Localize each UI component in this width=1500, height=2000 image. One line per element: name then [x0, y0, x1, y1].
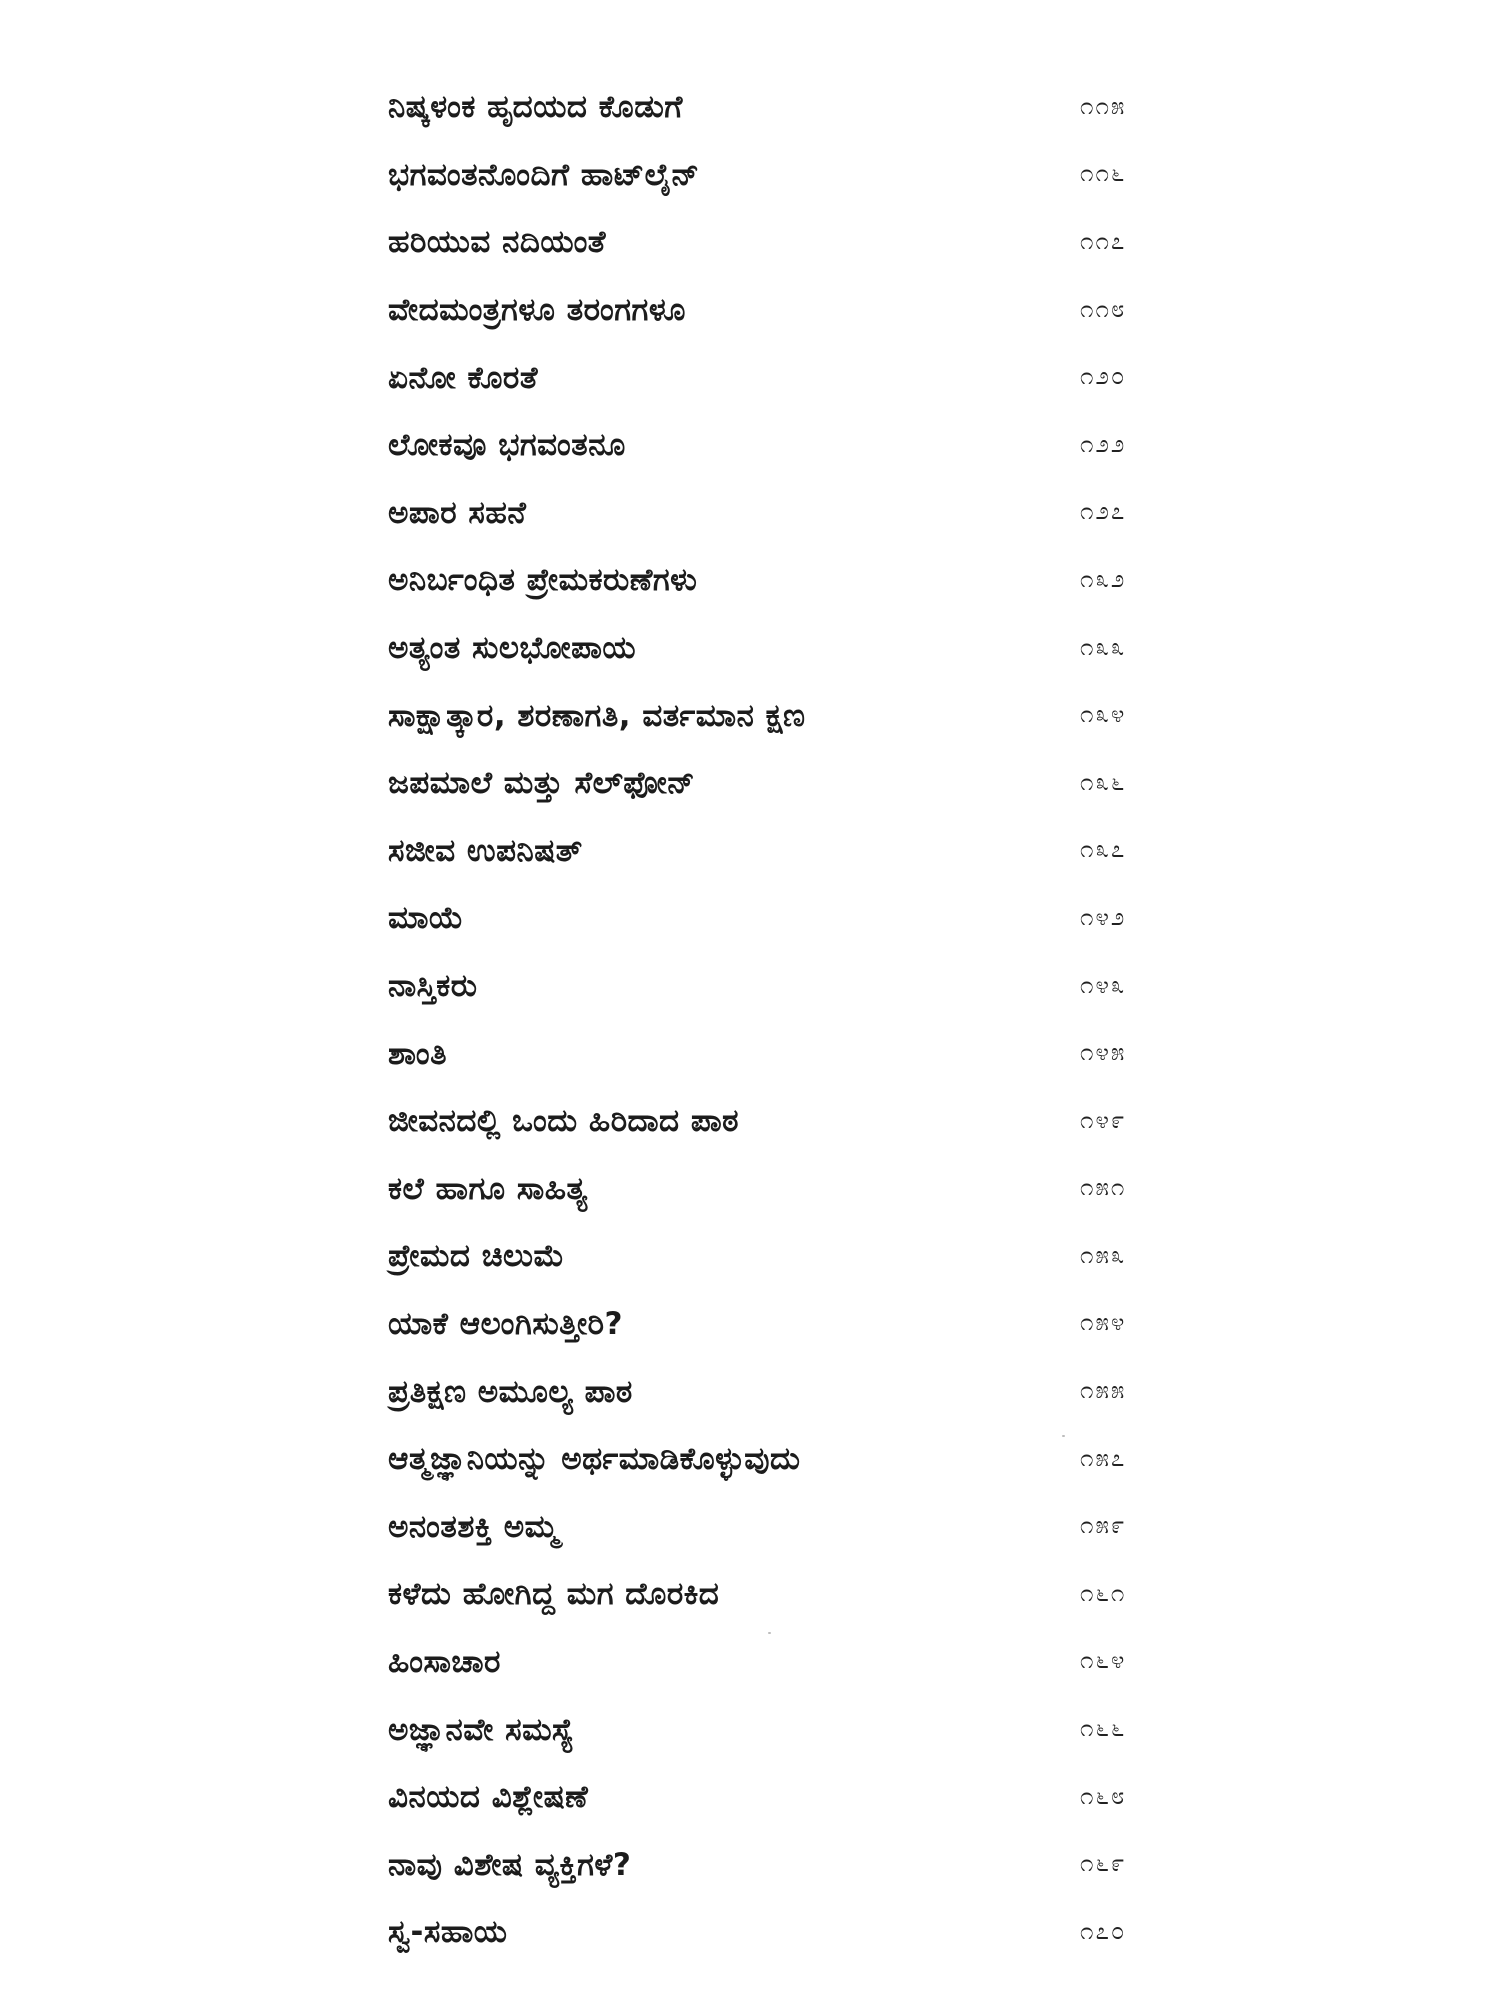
- toc-entry-title: ಭಗವಂತನೊಂದಿಗೆ ಹಾಟ್‌ಲೈನ್: [388, 156, 700, 193]
- toc-entry: [388, 750, 1148, 818]
- toc-entry-page-number: ೧೩೩: [1080, 632, 1127, 661]
- toc-entry-page-number: ೧೩೨: [1080, 564, 1127, 593]
- toc-entry-page-number: ೧೬೪: [1080, 1646, 1127, 1675]
- toc-entry-title: ಕಳೆದು ಹೋಗಿದ್ದ ಮಗ ದೊರಕಿದ: [388, 1576, 720, 1613]
- toc-entry: [388, 1764, 1148, 1832]
- toc-entry-title: ಸಾಕ್ಷಾತ್ಕಾರ, ಶರಣಾಗತಿ, ವರ್ತಮಾನ ಕ್ಷಣ: [388, 697, 806, 734]
- toc-entry-title: ಪ್ರೇಮದ ಚಿಲುಮೆ: [388, 1238, 565, 1275]
- toc-entry: [388, 277, 1148, 345]
- toc-entry-page-number: ೧೫೪: [1080, 1308, 1127, 1337]
- toc-entry: [388, 1020, 1148, 1088]
- toc-entry: [388, 547, 1148, 615]
- toc-entry-page-number: ೧೧೬: [1080, 159, 1127, 188]
- toc-entry: [388, 682, 1148, 750]
- toc-entry-title: ಅಪಾರ ಸಹನೆ: [388, 494, 527, 531]
- toc-entry: [388, 1899, 1148, 1967]
- toc-entry: [388, 1629, 1148, 1697]
- scan-speck: [768, 1632, 771, 1634]
- toc-entry-page-number: ೧೬೯: [1080, 1848, 1127, 1877]
- toc-entry: [388, 412, 1148, 480]
- toc-entry-title: ಅಜ್ಞಾನವೇ ಸಮಸ್ಯೆ: [388, 1711, 575, 1748]
- toc-entry-page-number: ೧೪೨: [1080, 902, 1127, 931]
- toc-entry-title: ವಿನಯದ ವಿಶ್ಲೇಷಣೆ: [388, 1779, 589, 1816]
- toc-entry-title: ಆತ್ಮಜ್ಞಾನಿಯನ್ನು ಅರ್ಥಮಾಡಿಕೊಳ್ಳುವುದು: [388, 1441, 801, 1478]
- toc-entry-title: ಲೋಕವೂ ಭಗವಂತನೂ: [388, 427, 626, 464]
- toc-entry-page-number: ೧೫೯: [1080, 1511, 1127, 1540]
- toc-entry: [388, 1493, 1148, 1561]
- toc-entry-title: ಯಾಕೆ ಆಲಂಗಿಸುತ್ತೀರಿ?: [388, 1305, 624, 1342]
- toc-entry-title: ಅನಂತಶಕ್ತಿ ಅಮ್ಮ: [388, 1508, 559, 1545]
- toc-entry-title: ಜೀವನದಲ್ಲಿ ಒಂದು ಹಿರಿದಾದ ಪಾಠ: [388, 1103, 740, 1140]
- toc-entry-title: ಜಪಮಾಲೆ ಮತ್ತು ಸೆಲ್‌ಫೋನ್: [388, 765, 696, 802]
- toc-entry: [388, 953, 1148, 1021]
- toc-entry-title: ಶಾಂತಿ: [388, 1035, 448, 1072]
- toc-entry-page-number: ೧೪೩: [1080, 970, 1127, 999]
- toc-entry-title: ನಿಷ್ಕಳಂಕ ಹೃದಯದ ಕೊಡುಗೆ: [388, 89, 683, 126]
- toc-entry: [388, 480, 1148, 548]
- toc-entry: [388, 1831, 1148, 1899]
- toc-entry-page-number: ೧೬೮: [1080, 1781, 1127, 1810]
- toc-entry-title: ಸ್ವ-ಸಹಾಯ: [388, 1914, 508, 1951]
- toc-entry-page-number: ೧೫೭: [1080, 1443, 1127, 1472]
- toc-entry-page-number: ೧೪೯: [1080, 1105, 1127, 1134]
- toc-entry: [388, 209, 1148, 277]
- toc-entry-page-number: ೧೧೫: [1080, 91, 1127, 120]
- toc-entry-title: ಏನೋ ಕೊರತೆ: [388, 359, 539, 396]
- toc-entry-title: ಮಾಯೆ: [388, 900, 464, 937]
- toc-entry: [388, 1291, 1148, 1359]
- toc-entry: [388, 615, 1148, 683]
- toc-entry: [388, 818, 1148, 886]
- toc-entry: [388, 1561, 1148, 1629]
- toc-entry-page-number: ೧೨೭: [1080, 497, 1127, 526]
- toc-entry-page-number: ೧೪೫: [1080, 1037, 1127, 1066]
- toc-entry-title: ಪ್ರತಿಕ್ಷಣ ಅಮೂಲ್ಯ ಪಾಠ: [388, 1373, 633, 1410]
- toc-entry-title: ಅತ್ಯಂತ ಸುಲಭೋಪಾಯ: [388, 630, 637, 667]
- toc-entry-page-number: ೧೩೪: [1080, 699, 1127, 728]
- toc-entry: [388, 1156, 1148, 1224]
- toc-entry: [388, 1358, 1148, 1426]
- table-of-contents: [388, 74, 1148, 1967]
- toc-entry: [388, 1223, 1148, 1291]
- toc-entry: [388, 885, 1148, 953]
- toc-entry: [388, 1088, 1148, 1156]
- toc-entry-title: ನಾವು ವಿಶೇಷ ವ್ಯಕ್ತಿಗಳೆ?: [388, 1846, 632, 1883]
- toc-entry-title: ಅನಿರ್ಬಂಧಿತ ಪ್ರೇಮಕರುಣೆಗಳು: [388, 562, 698, 599]
- toc-entry: [388, 74, 1148, 142]
- scan-speck: [1062, 1435, 1065, 1437]
- toc-entry-page-number: ೧೩೭: [1080, 835, 1127, 864]
- toc-entry-page-number: ೧೫೧: [1080, 1173, 1127, 1202]
- toc-entry-title: ನಾಸ್ತಿಕರು: [388, 968, 478, 1005]
- toc-entry-page-number: ೧೬೬: [1080, 1713, 1127, 1742]
- toc-entry-title: ಸಜೀವ ಉಪನಿಷತ್: [388, 832, 583, 869]
- toc-entry: [388, 344, 1148, 412]
- toc-entry: [388, 1426, 1148, 1494]
- toc-entry-page-number: ೧೨೦: [1080, 361, 1127, 390]
- toc-entry-page-number: ೧೧೭: [1080, 226, 1127, 255]
- toc-entry-page-number: ೧೧೮: [1080, 294, 1127, 323]
- toc-entry: [388, 1696, 1148, 1764]
- toc-entry-title: ಕಲೆ ಹಾಗೂ ಸಾಹಿತ್ಯ: [388, 1170, 588, 1207]
- toc-entry-page-number: ೧೨೨: [1080, 429, 1127, 458]
- toc-entry-title: ವೇದಮಂತ್ರಗಳೂ ತರಂಗಗಳೂ: [388, 292, 686, 329]
- toc-entry-page-number: ೧೬೧: [1080, 1578, 1127, 1607]
- toc-entry-page-number: ೧೫೩: [1080, 1240, 1127, 1269]
- toc-entry-page-number: ೧೫೫: [1080, 1375, 1127, 1404]
- toc-entry-page-number: ೧೭೦: [1080, 1916, 1127, 1945]
- toc-entry-title: ಹರಿಯುವ ನದಿಯಂತೆ: [388, 224, 606, 261]
- toc-entry-page-number: ೧೩೬: [1080, 767, 1127, 796]
- toc-entry: [388, 142, 1148, 210]
- toc-entry-title: ಹಿಂಸಾಚಾರ: [388, 1643, 501, 1680]
